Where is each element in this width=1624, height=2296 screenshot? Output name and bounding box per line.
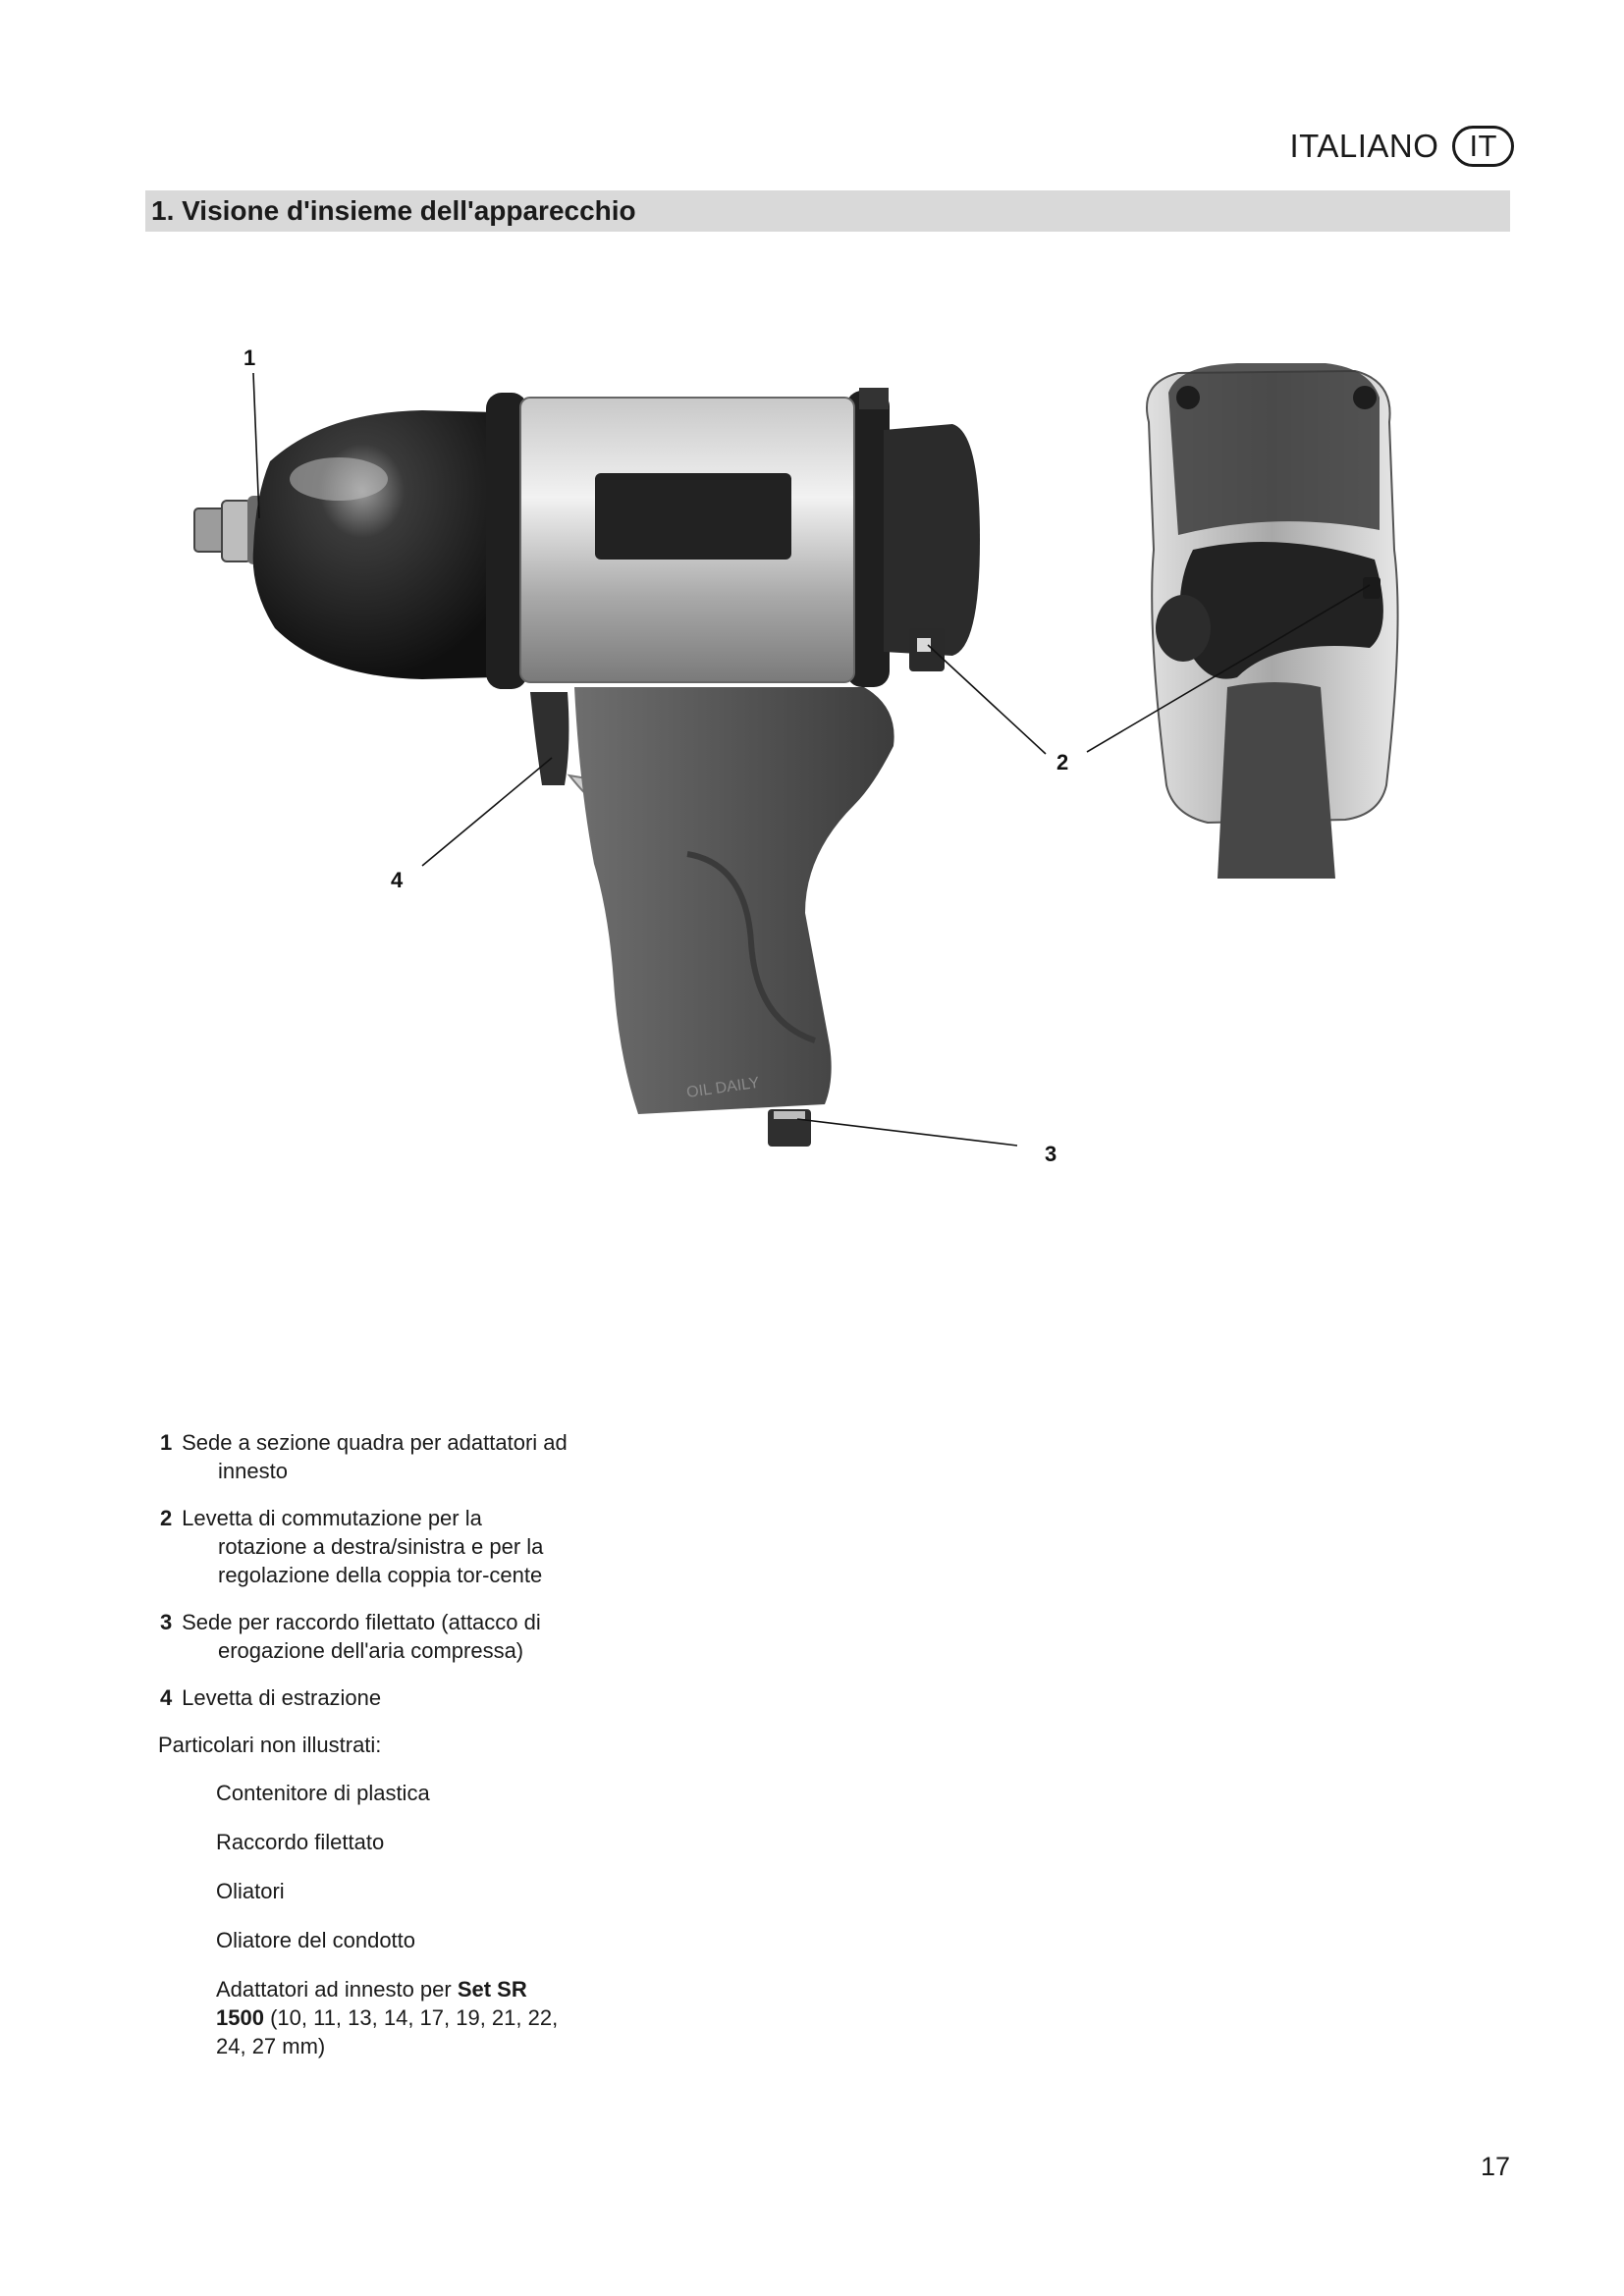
- legend-item-2: 2 Levetta di commutazione per la rotazione a destra/sinistra e per la regolazione della coppia tor-cente: [160, 1506, 544, 1587]
- legend-item-3: 3 Sede per raccordo filettato (attacco di erogazione dell'aria compressa): [160, 1610, 541, 1663]
- callout-4: 4: [391, 868, 404, 892]
- leader-line-2a: [928, 645, 1046, 754]
- parts-legend: [160, 1428, 572, 2081]
- grip-text: OIL DAILY: [685, 1074, 761, 1101]
- rear-view-photo: [1147, 363, 1398, 879]
- callout-1: 1: [244, 346, 256, 370]
- page-number: 17: [1480, 2152, 1510, 2181]
- legend-item-4: 4 Levetta di estrazione: [160, 1685, 382, 1710]
- callout-3: 3: [1045, 1142, 1057, 1166]
- not-shown-item: Raccordo filettato: [216, 1830, 385, 1854]
- not-shown-item: Contenitore di plastica: [216, 1781, 430, 1805]
- not-shown-item: Oliatore del condotto: [216, 1928, 416, 1952]
- language-label: ITALIANO: [1289, 128, 1439, 164]
- housing-window: [595, 473, 791, 560]
- section-title: 1. Visione d'insieme dell'apparecchio: [151, 195, 636, 226]
- legend-item-1: 1 Sede a sezione quadra per adattatori ad innesto: [160, 1430, 568, 1483]
- handle-grip: [574, 687, 894, 1114]
- leader-line-3: [797, 1119, 1017, 1146]
- not-shown-item-adapters: Adattatori ad innesto per Set SR 1500 (10, 11, 13, 14, 17, 19, 21, 22, 24, 27 mm): [216, 1977, 559, 2058]
- callout-2: 2: [1056, 750, 1069, 774]
- leader-line-4: [422, 758, 552, 866]
- hammer-housing: [253, 410, 496, 679]
- not-shown-label: Particolari non illustrati:: [158, 1733, 382, 1757]
- language-badge: IT: [1452, 126, 1514, 167]
- not-shown-item: Oliatori: [216, 1879, 285, 1903]
